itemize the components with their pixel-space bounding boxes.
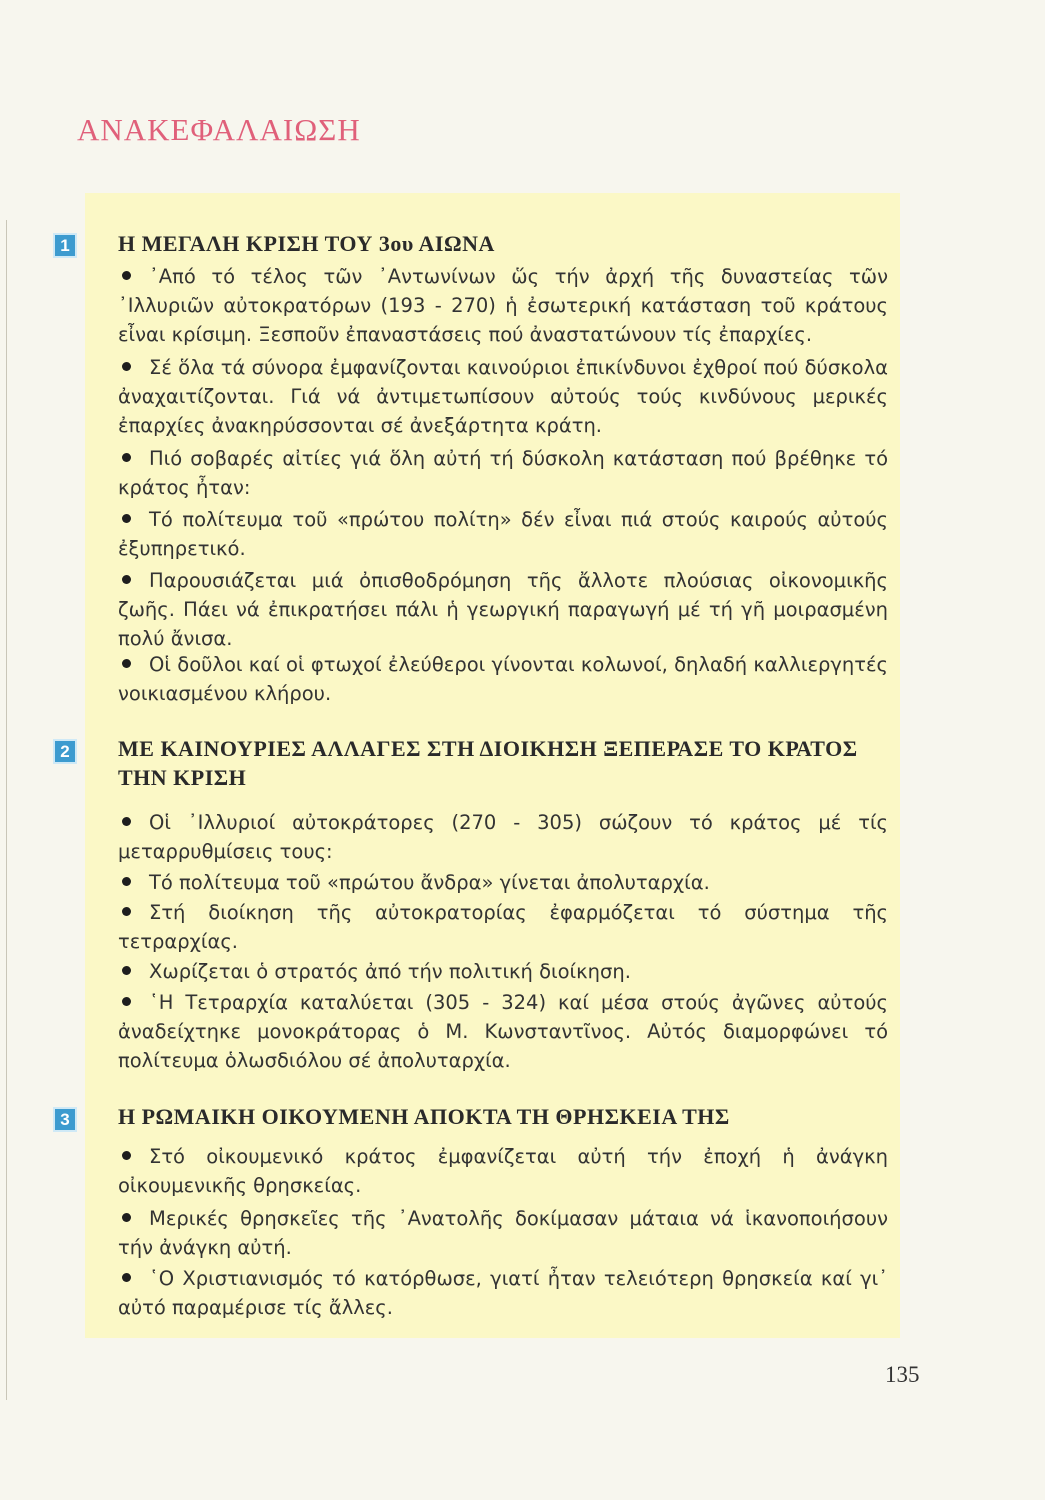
- section-2-badge: 2: [53, 739, 77, 764]
- section-1-heading: Η ΜΕΓΑΛΗ ΚΡΙΣΗ ΤΟΥ 3ου ΑΙΩΝΑ: [118, 231, 495, 256]
- bullet-icon: [122, 997, 131, 1006]
- bullet-icon: [122, 966, 131, 975]
- section-3-badge: 3: [53, 1107, 77, 1132]
- bullet-icon: [122, 907, 131, 916]
- page-title: ΑΝΑΚΕΦΑΛΑΙΩΣΗ: [77, 112, 361, 147]
- section-2-paragraph: Οἱ ᾽Ιλλυριοί αὐτοκράτορες (270 - 305) σώζουν τό κράτος μέ τίς μεταρρυθμίσεις τους:: [118, 811, 888, 863]
- section-2-paragraph: Τό πολίτευμα τοῦ «πρώτου ἄνδρα» γίνεται ἀπολυταρχία.: [118, 868, 888, 897]
- section-3-paragraph: ῾Ο Χριστιανισμός τό κατόρθωσε, γιατί ἦταν τελειότερη θρησκεία καί γι᾽ αὐτό παραμέρισε τίς ἄλλες.: [118, 1267, 888, 1319]
- section-1-paragraph: Σέ ὅλα τά σύνορα ἐμφανίζονται καινούριοι ἐπικίνδυνοι ἐχθροί πού δύσκολα ἀναχαιτίζονται. Γιά νά ἀντιμετωπίσουν αὐτούς τούς κινδύνους μερικές ἐπαρχίες ἀνακηρύσσονται σέ ἀνεξάρτητα κράτη.: [118, 356, 888, 437]
- bullet-icon: [122, 575, 131, 584]
- section-3-paragraph: Μερικές θρησκεῖες τῆς ᾽Ανατολῆς δοκίμασαν μάταια νά ἱκανοποιήσουν τήν ἀνάγκη αὐτή.: [118, 1207, 888, 1259]
- page-margin-line: [6, 220, 7, 1400]
- bullet-icon: [122, 362, 131, 371]
- section-1-paragraph: Παρουσιάζεται μιά ὀπισθοδρόμηση τῆς ἄλλοτε πλούσιας οἰκονομικῆς ζωῆς. Πάει νά ἐπικρατήσει πάλι ἡ γεωργική παραγωγή μέ τή γῆ μοιρασμένη πολύ ἄνισα.: [118, 569, 888, 650]
- section-1-paragraph: Οἱ δοῦλοι καί οἱ φτωχοί ἐλεύθεροι γίνονται κολωνοί, δηλαδή καλλιεργητές νοικιασμένου κλήρου.: [118, 653, 888, 705]
- section-1-paragraph: ᾽Από τό τέλος τῶν ᾽Αντωνίνων ὥς τήν ἀρχή τῆς δυναστείας τῶν ᾽Ιλλυριῶν αὐτοκρατόρων (193 - 270) ἡ ἐσωτερική κατάσταση τοῦ κράτους εἶναι κρίσιμη. Ξεσποῦν ἐπαναστάσεις πού ἀναστατώνουν τίς ἐπαρχίες.: [118, 265, 888, 346]
- page-number: 135: [885, 1362, 920, 1387]
- section-3-paragraph: Στό οἰκουμενικό κράτος ἐμφανίζεται αὐτή τήν ἐποχή ἡ ἀνάγκη οἰκουμενικῆς θρησκείας.: [118, 1145, 888, 1197]
- bullet-icon: [122, 817, 131, 826]
- section-3-heading: Η ΡΩΜΑΙΚΗ ΟΙΚΟΥΜΕΝΗ ΑΠΟΚΤΑ ΤΗ ΘΡΗΣΚΕΙΑ ΤΗΣ: [118, 1104, 730, 1129]
- bullet-icon: [122, 271, 131, 280]
- section-1-paragraph: Πιό σοβαρές αἰτίες γιά ὅλη αὐτή τή δύσκολη κατάσταση πού βρέθηκε τό κράτος ἦταν:: [118, 447, 888, 499]
- section-2-paragraph: Χωρίζεται ὁ στρατός ἀπό τήν πολιτική διοίκηση.: [118, 957, 888, 986]
- bullet-icon: [122, 1213, 131, 1222]
- section-1-badge: 1: [53, 233, 77, 258]
- section-1-paragraph: Τό πολίτευμα τοῦ «πρώτου πολίτη» δέν εἶναι πιά στούς καιρούς αὐτούς ἐξυπηρετικό.: [118, 508, 888, 560]
- bullet-icon: [122, 659, 131, 668]
- section-2-heading: ΜΕ ΚΑΙΝΟΥΡΙΕΣ ΑΛΛΑΓΕΣ ΣΤΗ ΔΙΟΙΚΗΣΗ ΞΕΠΕΡΑΣΕ ΤΟ ΚΡΑΤΟΣ ΤΗΝ ΚΡΙΣΗ: [118, 736, 858, 790]
- section-2-paragraph: Στή διοίκηση τῆς αὐτοκρατορίας ἐφαρμόζεται τό σύστημα τῆς τετραρχίας.: [118, 901, 888, 953]
- bullet-icon: [122, 514, 131, 523]
- section-2-paragraph: ῾Η Τετραρχία καταλύεται (305 - 324) καί μέσα στούς ἀγῶνες αὐτούς ἀναδείχτηκε μονοκράτορας ὁ Μ. Κωνσταντῖνος. Αὐτός διαμορφώνει τό πολίτευμα ὁλωσδιόλου σέ ἀπολυταρχία.: [118, 991, 888, 1072]
- bullet-icon: [122, 877, 131, 886]
- bullet-icon: [122, 1273, 131, 1282]
- bullet-icon: [122, 453, 131, 462]
- bullet-icon: [122, 1151, 131, 1160]
